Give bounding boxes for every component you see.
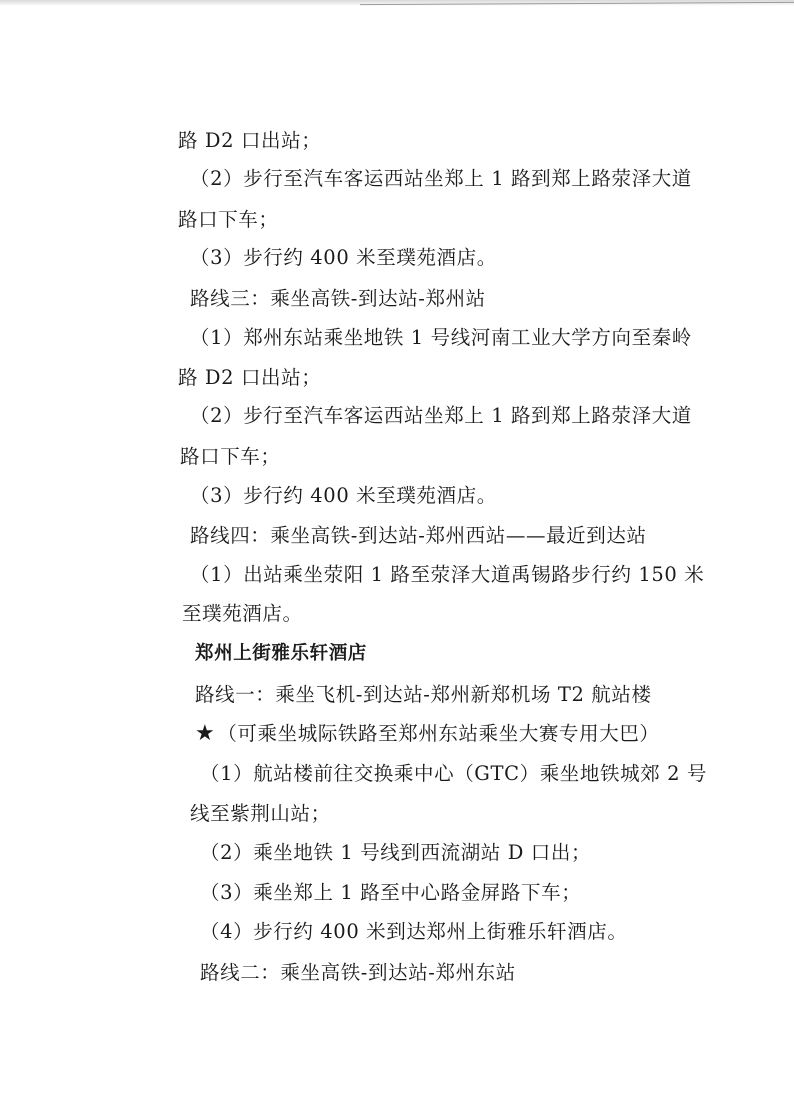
text-line: （1）郑州东站乘坐地铁 1 号线河南工业大学方向至秦岭: [190, 326, 692, 349]
note-text: （可乘坐城际铁路至郑州东站乘坐大赛专用大巴）: [217, 722, 660, 745]
text-line: （1）出站乘坐荥阳 1 路至荥泽大道禹锡路步行约 150 米: [190, 563, 705, 586]
route-heading: 路线三：乘坐高铁-到达站-郑州站: [190, 287, 486, 310]
hotel-title: 郑州上街雅乐轩酒店: [195, 643, 367, 664]
text-line: （1）航站楼前往交换乘中心（GTC）乘坐地铁城郊 2 号: [200, 762, 708, 785]
text-line: （2）步行至汽车客运西站坐郑上 1 路到郑上路荥泽大道: [190, 167, 692, 190]
text-line: 路 D2 口出站；: [178, 129, 322, 152]
note-line: [195, 721, 660, 747]
route-heading: 路线二：乘坐高铁-到达站-郑州东站: [200, 961, 516, 984]
text-line: 路 D2 口出站；: [178, 366, 322, 389]
text-line: （4）步行约 400 米到达郑州上街雅乐轩酒店。: [200, 920, 628, 943]
text-line: （3）步行约 400 米至璞苑酒店。: [190, 246, 497, 269]
text-line: 路口下车；: [178, 208, 279, 231]
route-heading: 路线一：乘坐飞机-到达站-郑州新郑机场 T2 航站楼: [195, 683, 652, 706]
text-line: （2）乘坐地铁 1 号线到西流湖站 D 口出；: [200, 841, 592, 864]
text-line: （3）乘坐郑上 1 路至中心路金屏路下车；: [200, 881, 582, 904]
text-line: （3）步行约 400 米至璞苑酒店。: [190, 484, 497, 507]
route-heading: 路线四：乘坐高铁-到达站-郑州西站——最近到达站: [190, 524, 647, 547]
text-line: （2）步行至汽车客运西站坐郑上 1 路到郑上路荥泽大道: [190, 404, 692, 427]
star-icon: ★: [195, 721, 216, 746]
text-line: 至璞苑酒店。: [182, 602, 303, 625]
text-line: 线至紫荆山站；: [190, 802, 331, 825]
text-line: 路口下车；: [180, 445, 281, 468]
